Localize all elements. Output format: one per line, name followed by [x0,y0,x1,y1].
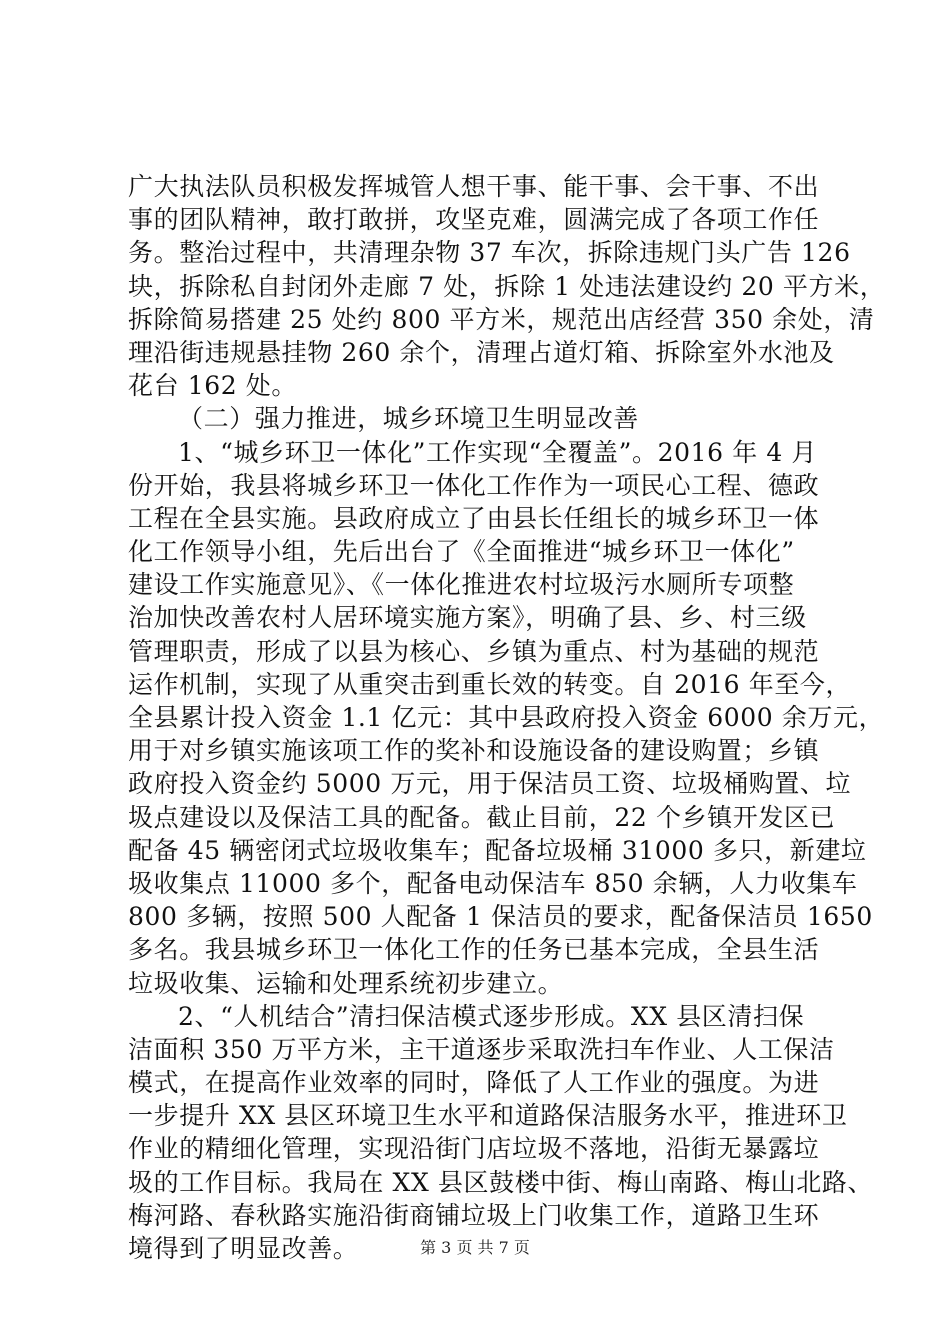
text-line: 拆除简易搭建 25 处约 800 平方米，规范出店经营 350 余处，清 [128,304,875,334]
text-line: 多名。我县城乡环卫一体化工作的任务已基本完成，全县生活 [128,935,820,965]
text-line: 治加快改善农村人居环境实施方案》，明确了县、乡、村三级 [128,603,807,633]
text-line: 用于对乡镇实施该项工作的奖补和设施设备的建设购置；乡镇 [128,736,820,766]
text-line: 理沿街违规悬挂物 260 余个，清理占道灯箱、拆除室外水池及 [128,337,835,367]
text-line: 全县累计投入资金 1.1 亿元：其中县政府投入资金 6000 余万元， [128,703,885,732]
text-line: 广大执法队员积极发挥城管人想干事、能干事、会干事、不出 [128,172,820,201]
text-line: 政府投入资金约 5000 万元，用于保洁员工资、垃圾桶购置、垃 [128,769,852,799]
text-line: 一步提升 XX 县区环境卫生水平和道路保洁服务水平，推进环卫 [128,1101,848,1131]
text-line: 化工作领导小组，先后出台了《全面推进“城乡环卫一体化” [128,537,795,567]
text-line: 运作机制，实现了从重突击到重长效的转变。自 2016 年至今， [128,669,852,699]
text-line: 圾收集点 11000 多个，配备电动保洁车 850 余辆，人力收集车 [128,868,858,898]
text-line: 份开始，我县将城乡环卫一体化工作作为一项民心工程、德政 [128,470,820,500]
text-line: 作业的精细化管理，实现沿街门店垃圾不落地，沿街无暴露垃 [128,1134,820,1164]
text-line: 块，拆除私自封闭外走廊 7 处，拆除 1 处违法建设约 20 平方米， [128,271,886,301]
text-line: 800 多辆，按照 500 人配备 1 保洁员的要求，配备保洁员 1650 [128,902,873,932]
text-line: 务。整治过程中，共清理杂物 37 车次，拆除违规门头广告 126 [128,238,851,268]
text-line: 洁面积 350 万平方米，主干道逐步采取洗扫车作业、人工保洁 [128,1034,835,1064]
paragraph-start-line: 2、“人机结合”清扫保洁模式逐步形成。XX 县区清扫保 [178,1001,805,1031]
text-line: 管理职责，形成了以县为核心、乡镇为重点、村为基础的规范 [128,636,820,666]
section-heading: （二）强力推进，城乡环境卫生明显改善 [178,404,639,434]
text-line: 垃圾收集、运输和处理系统初步建立。 [128,968,564,998]
document-body [128,170,886,1265]
text-line: 境得到了明显改善。 [128,1234,359,1263]
paragraph-start-line: 1、“城乡环卫一体化”工作实现“全覆盖”。2016 年 4 月 [178,437,817,467]
text-line: 圾的工作目标。我局在 XX 县区鼓楼中街、梅山南路、梅山北路、 [128,1167,874,1197]
text-line: 工程在全县实施。县政府成立了由县长任组长的城乡环卫一体 [128,503,820,533]
text-line: 梅河路、春秋路实施沿街商铺垃圾上门收集工作，道路卫生环 [128,1200,820,1230]
text-line: 配备 45 辆密闭式垃圾收集车；配备垃圾桶 31000 多只，新建垃 [128,835,867,865]
text-line: 模式，在提高作业效率的同时，降低了人工作业的强度。为进 [128,1068,820,1098]
page-number-footer: 第 3 页 共 7 页 [420,1238,530,1257]
text-line: 花台 162 处。 [128,371,298,401]
text-line: 圾点建设以及保洁工具的配备。截止目前，22 个乡镇开发区已 [128,802,836,832]
text-line: 建设工作实施意见》、《一体化推进农村垃圾污水厕所专项整 [128,570,795,600]
text-line: 事的团队精神，敢打敢拼，攻坚克难，圆满完成了各项工作任 [128,205,820,235]
